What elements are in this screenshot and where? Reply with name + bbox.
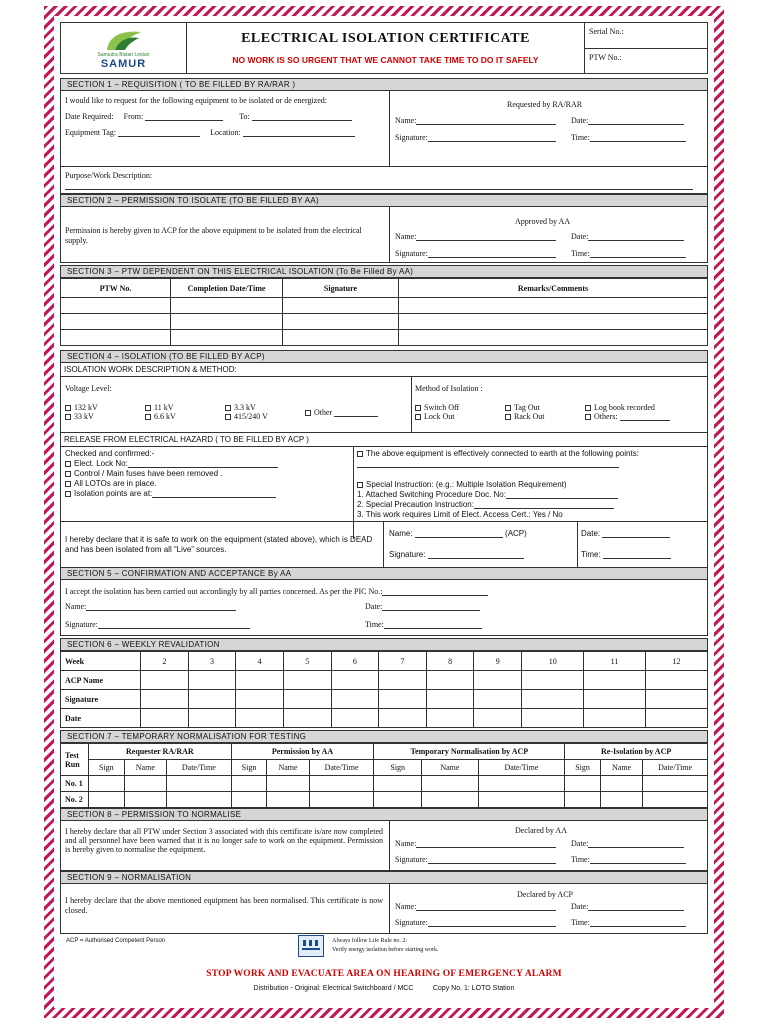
- aa-name-row: [395, 232, 556, 241]
- time-label: Time:: [571, 249, 590, 258]
- s8-time-field[interactable]: [590, 856, 686, 864]
- date-required-label: Date Required:: [65, 112, 114, 121]
- table-row[interactable]: [61, 330, 708, 346]
- volt-other[interactable]: Other: [305, 408, 378, 417]
- purpose-field-1[interactable]: [65, 189, 693, 190]
- logo-text: SAMUR: [100, 58, 147, 70]
- check-lotos[interactable]: All LOTOs are in place.: [65, 479, 157, 488]
- volt-415[interactable]: 415/240 V: [225, 412, 268, 421]
- aa-time-field[interactable]: [590, 250, 686, 258]
- signature-label: Signature:: [395, 249, 428, 258]
- normalise-permission-text: I hereby declare that all PTW under Section 3 associated with this certificate is/are now completed and all personnel have been warned that it is no longer safe to work on the equipment. Permission is hereby given to normalise the equipment.: [65, 827, 383, 854]
- distribution-note: Distribution - Original: Electrical Switchboard / MCC Copy No. 1: LOTO Station: [253, 985, 515, 992]
- week-cell: 2: [141, 652, 189, 671]
- week-cell: 7: [379, 652, 427, 671]
- week-cell: 6: [331, 652, 379, 671]
- run-label: No. 2: [61, 792, 89, 808]
- earth-check[interactable]: The above equipment is effectively connected to earth at the following points:: [357, 449, 639, 458]
- week-cell: 11: [584, 652, 645, 671]
- run-label: No. 1: [61, 776, 89, 792]
- s8-date-row: Date:: [571, 839, 684, 848]
- name-label: Name:: [395, 116, 417, 125]
- declared-by-acp: Declared by ACP: [517, 890, 573, 899]
- switching-procedure[interactable]: 1. Attached Switching Procedure Doc. No:: [357, 490, 618, 499]
- acp-date-row: Date:: [581, 529, 670, 538]
- access-cert[interactable]: 3. This work requires Limit of Elect. Access Cert.: Yes / No: [357, 510, 563, 519]
- table-row[interactable]: [61, 298, 708, 314]
- equipment-tag-label: Equipment Tag:: [65, 128, 117, 137]
- method-label: Method of Isolation :: [415, 384, 483, 393]
- section-1-header: SECTION 1 – REQUISITION ( TO BE FILLED BY RA/RAR ): [60, 78, 708, 91]
- col-ptw-no: PTW No.: [61, 279, 171, 298]
- col-name: Name: [124, 760, 166, 776]
- section-7-header: SECTION 7 – TEMPORARY NORMALISATION FOR TESTING: [60, 730, 708, 743]
- s9-name-row: Name:: [395, 902, 556, 911]
- week-cell: 3: [188, 652, 236, 671]
- time-label: Time:: [571, 133, 590, 142]
- s8-date-field[interactable]: [588, 840, 684, 848]
- s9-time-field[interactable]: [590, 919, 686, 927]
- location-field[interactable]: [243, 129, 355, 137]
- header: [60, 22, 708, 74]
- col-signature: Signature: [283, 279, 399, 298]
- col-datetime: Date/Time: [478, 760, 565, 776]
- requested-by-label: Requested by RA/RAR: [507, 100, 583, 109]
- acp-signature-field[interactable]: [428, 551, 524, 559]
- pic-no-field[interactable]: [382, 588, 488, 596]
- col-completion: Completion Date/Time: [171, 279, 283, 298]
- acp-signature-row: Signature:: [389, 550, 524, 559]
- col-name: Name: [422, 760, 479, 776]
- loto-icon: [298, 935, 324, 957]
- week-cell: 12: [645, 652, 707, 671]
- from-field[interactable]: [145, 113, 223, 121]
- equipment-tag-field[interactable]: [118, 129, 200, 137]
- table-row[interactable]: [61, 792, 708, 808]
- checked-label: Checked and confirmed:-: [65, 449, 155, 458]
- volt-33[interactable]: 33 kV: [65, 412, 94, 421]
- logo-icon: [101, 26, 147, 52]
- company-logo: [61, 23, 187, 73]
- from-label: From:: [123, 112, 144, 121]
- normalisation-table: [60, 743, 708, 808]
- s9-time-row: Time:: [571, 918, 686, 927]
- special-precaution[interactable]: 2. Special Precaution Instruction:: [357, 500, 614, 509]
- col-sign: Sign: [374, 760, 422, 776]
- rar-time-row: [571, 133, 686, 142]
- section-5-body: [60, 580, 708, 636]
- method-tag-out[interactable]: Tag Out: [505, 403, 540, 412]
- s9-signature-row: Signature:: [395, 918, 556, 927]
- col-sign: Sign: [565, 760, 601, 776]
- col-sign: Sign: [231, 760, 267, 776]
- to-field[interactable]: [252, 113, 352, 121]
- method-switch-off[interactable]: Switch Off: [415, 403, 459, 412]
- group-temp-normalisation: Temporary Normalisation by ACP: [374, 744, 565, 760]
- volt-132[interactable]: 132 kV: [65, 403, 98, 412]
- volt-6-6[interactable]: 6.6 kV: [145, 412, 176, 421]
- section-8-body: [60, 821, 708, 871]
- aa-date-row: [571, 232, 684, 241]
- approved-by-label: Approved by AA: [515, 217, 571, 226]
- certificate-form: [54, 16, 714, 1008]
- acceptance-text: I accept the isolation has been carried out accordingly by all parties concerned. As per the PIC No.:: [65, 587, 488, 596]
- earth-points-field[interactable]: [357, 467, 619, 468]
- section-4-header: SECTION 4 – ISOLATION (TO BE FILLED BY ACP): [60, 350, 708, 363]
- special-instruction-check[interactable]: Special Instruction: (e.g.: Multiple Isolation Requirement): [357, 480, 567, 489]
- acp-time-field[interactable]: [603, 551, 671, 559]
- release-header: RELEASE FROM ELECTRICAL HAZARD ( TO BE FILLED BY ACP ): [64, 435, 309, 444]
- to-label: To:: [239, 112, 250, 121]
- s8-signature-row: Signature:: [395, 855, 556, 864]
- volt-11[interactable]: 11 kV: [145, 403, 173, 412]
- section-4-body: [60, 363, 708, 573]
- week-cell: 5: [283, 652, 331, 671]
- header-title-block: [187, 23, 585, 73]
- revalidation-table: [60, 651, 708, 728]
- group-header-row: [61, 744, 708, 760]
- section-3-header: SECTION 3 – PTW DEPENDENT ON THIS ELECTRICAL ISOLATION (To Be Filled By AA): [60, 265, 708, 278]
- life-rule-2: Verify energy isolation before starting work.: [332, 947, 439, 953]
- location-label: Location:: [210, 128, 241, 137]
- volt-3-3[interactable]: 3.3 kV: [225, 403, 256, 412]
- s9-date-field[interactable]: [588, 903, 684, 911]
- column-header-row: [61, 760, 708, 776]
- s9-signature-field[interactable]: [428, 919, 556, 927]
- acp-date-field[interactable]: [602, 530, 670, 538]
- method-log-book[interactable]: Log book recorded: [585, 403, 655, 412]
- week-cell: 8: [426, 652, 474, 671]
- col-datetime: Date/Time: [167, 760, 232, 776]
- acp-name-field[interactable]: [415, 530, 503, 538]
- method-lock-out[interactable]: Lock Out: [415, 412, 454, 421]
- table-row[interactable]: [61, 709, 708, 728]
- method-others[interactable]: Others:: [585, 412, 670, 421]
- s8-signature-field[interactable]: [428, 856, 556, 864]
- section-6-header: SECTION 6 – WEEKLY REVALIDATION: [60, 638, 708, 651]
- date-required-row: [65, 112, 352, 121]
- date-label: Date: [61, 709, 141, 728]
- s9-name-field[interactable]: [416, 903, 556, 911]
- aa-signature-field[interactable]: [428, 250, 556, 258]
- col-datetime: Date/Time: [643, 760, 708, 776]
- aa-signature-row: [395, 249, 556, 258]
- emergency-alarm-notice: STOP WORK AND EVACUATE AREA ON HEARING OF EMERGENCY ALARM: [206, 969, 562, 979]
- s5-signature-field[interactable]: [98, 621, 250, 629]
- s8-name-field[interactable]: [416, 840, 556, 848]
- page-title: ELECTRICAL ISOLATION CERTIFICATE: [241, 31, 530, 46]
- logo-tagline: Samudra Bistari Lestari: [97, 52, 150, 58]
- acp-name-row: Name: (ACP): [389, 529, 527, 538]
- table-row[interactable]: [61, 314, 708, 330]
- requisition-intro: I would like to request for the following equipment to be isolated or de energized:: [65, 96, 328, 105]
- table-row[interactable]: [61, 776, 708, 792]
- s5-date-field[interactable]: [382, 603, 480, 611]
- week-cell: 9: [474, 652, 522, 671]
- aa-date-field[interactable]: [588, 233, 684, 241]
- method-rack-out[interactable]: Rack Out: [505, 412, 544, 421]
- aa-time-row: [571, 249, 686, 258]
- signature-label: Signature:: [395, 133, 428, 142]
- acp-definition: ACP = Authorised Competent Person: [66, 938, 166, 944]
- s5-time-row: Time:: [365, 620, 482, 629]
- ptw-table-header: [61, 279, 708, 298]
- aa-name-field[interactable]: [416, 233, 556, 241]
- normalisation-text: I hereby declare that the above mentioned equipment has been normalised. This certificate is now closed.: [65, 896, 383, 915]
- check-fuses[interactable]: Control / Main fuses have been removed .: [65, 469, 223, 478]
- section-2-header: SECTION 2 – PERMISSION TO ISOLATE (TO BE FILLED BY AA): [60, 194, 708, 207]
- rar-signature-row: [395, 133, 556, 142]
- col-sign: Sign: [89, 760, 125, 776]
- s5-time-field[interactable]: [384, 621, 482, 629]
- permission-text: Permission is hereby given to ACP for the above equipment to be isolated from the electrical supply.: [65, 226, 362, 245]
- voltage-level-label: Voltage Level:: [65, 384, 112, 393]
- week-cell: 10: [522, 652, 584, 671]
- declared-by-aa: Declared by AA: [515, 826, 567, 835]
- s8-time-row: Time:: [571, 855, 686, 864]
- rar-time-field[interactable]: [590, 134, 686, 142]
- s9-date-row: Date:: [571, 902, 684, 911]
- s8-name-row: Name:: [395, 839, 556, 848]
- s5-name-row: Name:: [65, 602, 236, 611]
- col-name: Name: [267, 760, 309, 776]
- serial-no-field[interactable]: Serial No.:: [589, 27, 624, 36]
- check-isolation-points[interactable]: Isolation points are at:: [65, 489, 276, 498]
- acp-name-label: ACP Name: [61, 671, 141, 690]
- table-row[interactable]: [61, 690, 708, 709]
- test-run-label: Test Run: [61, 744, 89, 776]
- col-name: Name: [600, 760, 642, 776]
- rar-signature-field[interactable]: [428, 134, 556, 142]
- group-permission: Permission by AA: [231, 744, 374, 760]
- col-datetime: Date/Time: [309, 760, 374, 776]
- ptw-table: [60, 278, 708, 346]
- week-cell: 4: [236, 652, 284, 671]
- ptw-no-field[interactable]: PTW No.:: [585, 48, 707, 74]
- date-label: Date:: [571, 232, 589, 241]
- life-rule-1: Always follow Life Rule no. 2:: [332, 938, 407, 944]
- date-label: Date:: [571, 116, 589, 125]
- section-1-body: [60, 91, 708, 194]
- name-label: Name:: [395, 232, 417, 241]
- acp-time-row: Time:: [581, 550, 671, 559]
- week-label: Week: [61, 652, 141, 671]
- isolation-subheader: ISOLATION WORK DESCRIPTION & METHOD:: [64, 365, 237, 374]
- header-numbers: [585, 23, 707, 73]
- rar-name-row: [395, 116, 556, 125]
- section-9-header: SECTION 9 – NORMALISATION: [60, 871, 708, 884]
- s5-date-row: Date:: [365, 602, 480, 611]
- signature-label: Signature: [61, 690, 141, 709]
- section-8-header: SECTION 8 – PERMISSION TO NORMALISE: [60, 808, 708, 821]
- rar-date-field[interactable]: [588, 117, 684, 125]
- s5-signature-row: Signature:: [65, 620, 250, 629]
- rar-name-field[interactable]: [416, 117, 556, 125]
- col-remarks: Remarks/Comments: [399, 279, 708, 298]
- section-2-body: [60, 207, 708, 263]
- section-5-header: SECTION 5 – CONFIRMATION AND ACCEPTANCE By AA: [60, 567, 708, 580]
- rar-date-row: [571, 116, 684, 125]
- equipment-row: [65, 128, 355, 137]
- acp-declaration: I hereby declare that it is safe to work on the equipment (stated above), which is DEAD and has been isolated from all “Live” sources.: [65, 535, 373, 554]
- group-requester: Requester RA/RAR: [89, 744, 232, 760]
- s5-name-field[interactable]: [86, 603, 236, 611]
- week-row: [61, 652, 708, 671]
- purpose-label: Purpose/Work Description:: [65, 171, 153, 180]
- check-lock-no[interactable]: Elect. Lock No:: [65, 459, 278, 468]
- group-re-isolation: Re-Isolation by ACP: [565, 744, 708, 760]
- table-row[interactable]: [61, 671, 708, 690]
- safety-warning: NO WORK IS SO URGENT THAT WE CANNOT TAKE TIME TO DO IT SAFELY: [232, 55, 539, 65]
- section-9-body: [60, 884, 708, 934]
